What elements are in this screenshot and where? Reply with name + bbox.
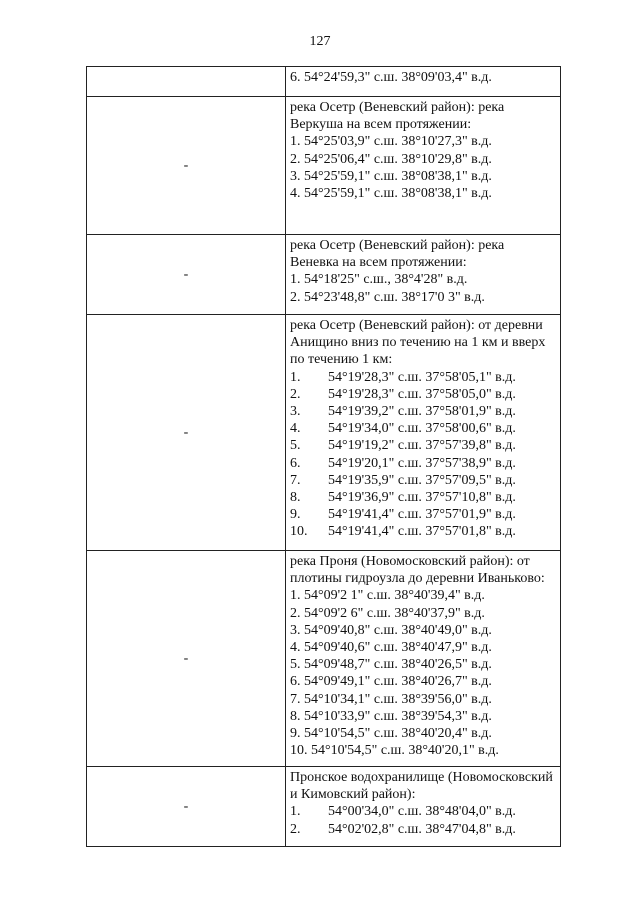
- row-content: [286, 767, 561, 847]
- page-number: 127: [309, 34, 331, 49]
- coordinate-point: 10. 54°10'54,5" с.ш. 38°40'20,1" в.д.: [290, 743, 499, 759]
- coordinate-point: [290, 821, 556, 838]
- row-marker: -: [87, 767, 286, 847]
- coordinate-point: 1. 54°18'25" с.ш., 38°4'28" в.д.: [290, 272, 468, 288]
- point-number: 8.: [290, 490, 301, 506]
- coordinate-point: 3. 54°25'59,1" с.ш. 38°08'38,1" в.д.: [290, 168, 492, 184]
- coordinate-point: 4. 54°25'59,1" с.ш. 38°08'38,1" в.д.: [290, 186, 492, 202]
- coordinate-point: [290, 489, 556, 506]
- point-coordinates: 54°19'39,2" с.ш. 37°58'01,9" в.д.: [328, 404, 516, 420]
- coordinate-point: [290, 506, 556, 523]
- section-heading: река Осетр (Веневский район): от деревни Анищино вниз по течению на 1 км и вверх по течению 1 км:: [290, 318, 546, 368]
- coordinate-point: [290, 472, 556, 489]
- section-heading: река Осетр (Веневский район): река Веркуша на всем протяжении:: [290, 100, 505, 133]
- row-content: [286, 315, 561, 551]
- point-coordinates: 54°02'02,8" с.ш. 38°47'04,8" в.д.: [328, 821, 516, 837]
- coordinate-point: [290, 437, 556, 454]
- point-number: 4.: [290, 421, 301, 437]
- table-row: [87, 67, 561, 97]
- point-coordinates: 54°19'34,0" с.ш. 37°58'00,6" в.д.: [328, 421, 516, 437]
- coordinate-point: 8. 54°10'33,9" с.ш. 38°39'54,3" в.д.: [290, 708, 492, 724]
- point-coordinates: 54°19'28,3" с.ш. 37°58'05,1" в.д.: [328, 369, 516, 385]
- point-coordinates: 54°19'19,2" с.ш. 37°57'39,8" в.д.: [328, 438, 516, 454]
- row-content: [286, 97, 561, 235]
- point-number: 2.: [290, 386, 301, 402]
- coordinates-table: [86, 66, 561, 847]
- point-coordinates: 54°19'41,4" с.ш. 37°57'01,8" в.д.: [328, 524, 516, 540]
- point-number: 6.: [290, 455, 301, 471]
- table-row: [87, 97, 561, 235]
- point-coordinates: 54°00'34,0" с.ш. 38°48'04,0" в.д.: [328, 804, 516, 820]
- point-number: 1.: [290, 369, 301, 385]
- section-heading: река Осетр (Веневский район): река Веневка на всем протяжении:: [290, 238, 505, 271]
- table-body: [87, 67, 561, 847]
- coordinate-point: 1. 54°09'2 1" с.ш. 38°40'39,4" в.д.: [290, 588, 485, 604]
- point-number: 2.: [290, 821, 301, 837]
- coordinate-point: 9. 54°10'54,5" с.ш. 38°40'20,4" в.д.: [290, 726, 492, 742]
- coordinate-point: 7. 54°10'34,1" с.ш. 38°39'56,0" в.д.: [290, 691, 492, 707]
- coordinate-point: [290, 523, 556, 540]
- section-heading: река Проня (Новомосковский район): от плотины гидроузла до деревни Иваньково:: [290, 554, 545, 587]
- coordinate-point: [290, 803, 556, 820]
- row-content: [286, 551, 561, 767]
- point-number: 9.: [290, 507, 301, 523]
- point-coordinates: 54°19'35,9" с.ш. 37°57'09,5" в.д.: [328, 472, 516, 488]
- row-marker: -: [87, 235, 286, 315]
- coordinate-point: [290, 420, 556, 437]
- table-row: [87, 551, 561, 767]
- coordinate-point: [290, 403, 556, 420]
- coordinate-point: [290, 369, 556, 386]
- row-marker: -: [87, 315, 286, 551]
- coordinate-point: 4. 54°09'40,6" с.ш. 38°40'47,9" в.д.: [290, 640, 492, 656]
- point-number: 3.: [290, 404, 301, 420]
- coordinate-point: 3. 54°09'40,8" с.ш. 38°40'49,0" в.д.: [290, 622, 492, 638]
- point-coordinates: 54°19'28,3" с.ш. 37°58'05,0" в.д.: [328, 386, 516, 402]
- row-content: [286, 235, 561, 315]
- point-number: 10.: [290, 524, 308, 540]
- table-row: [87, 235, 561, 315]
- row-content: [286, 67, 561, 97]
- row-marker: -: [87, 97, 286, 235]
- point-coordinates: 54°19'41,4" с.ш. 37°57'01,9" в.д.: [328, 507, 516, 523]
- coordinate-point: [290, 386, 556, 403]
- point-coordinates: 54°19'36,9" с.ш. 37°57'10,8" в.д.: [328, 490, 516, 506]
- point-coordinates: 54°19'20,1" с.ш. 37°57'38,9" в.д.: [328, 455, 516, 471]
- section-heading: Пронское водохранилище (Новомосковский и Кимовский район):: [290, 770, 553, 803]
- row-marker: [87, 67, 286, 97]
- coordinate-point: 2. 54°09'2 6" с.ш. 38°40'37,9" в.д.: [290, 605, 485, 621]
- coordinate-point: [290, 455, 556, 472]
- coordinate-point: 6. 54°09'49,1" с.ш. 38°40'26,7" в.д.: [290, 674, 492, 690]
- row-marker: -: [87, 551, 286, 767]
- coordinate-point: 6. 54°24'59,3" с.ш. 38°09'03,4" в.д.: [290, 70, 492, 85]
- coordinate-point: 2. 54°23'48,8" с.ш. 38°17'0 3" в.д.: [290, 289, 485, 305]
- coordinate-point: 5. 54°09'48,7" с.ш. 38°40'26,5" в.д.: [290, 657, 492, 673]
- table-row: [87, 767, 561, 847]
- coordinate-point: 2. 54°25'06,4" с.ш. 38°10'29,8" в.д.: [290, 151, 492, 167]
- point-number: 7.: [290, 472, 301, 488]
- point-number: 5.: [290, 438, 301, 454]
- table-row: [87, 315, 561, 551]
- point-number: 1.: [290, 804, 301, 820]
- coordinate-point: 1. 54°25'03,9" с.ш. 38°10'27,3" в.д.: [290, 134, 492, 150]
